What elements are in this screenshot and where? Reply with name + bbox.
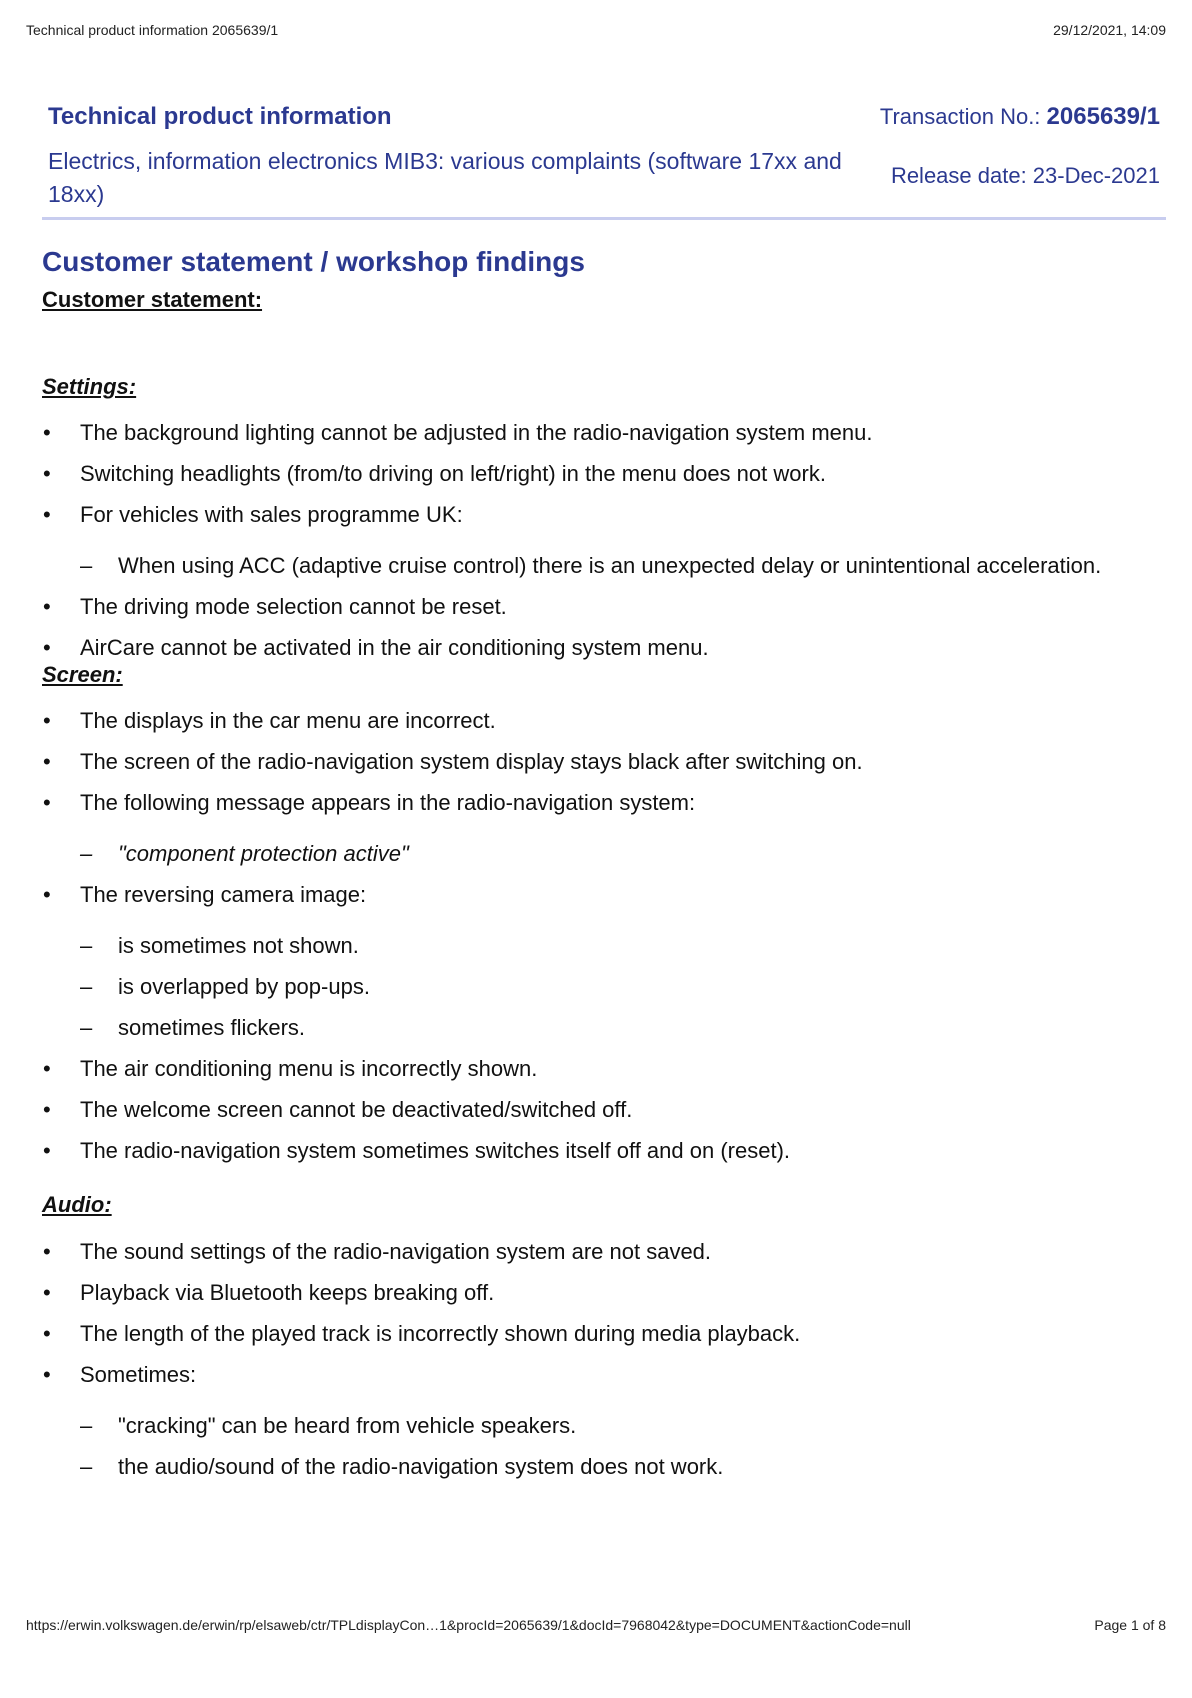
list-item: • Playback via Bluetooth keeps breaking off. — [42, 1280, 1166, 1306]
transaction-number — [880, 103, 1160, 131]
list-item: • The welcome screen cannot be deactivated/switched off. — [42, 1097, 1166, 1123]
list-item: • The screen of the radio-navigation system display stays black after switching on. — [42, 749, 1166, 775]
list-subitem: – When using ACC (adaptive cruise control) there is an unexpected delay or unintentional acceleration. — [42, 553, 1166, 579]
list-subitem: – is sometimes not shown. — [42, 933, 1166, 959]
release-date: Release date: 23-Dec-2021 — [890, 163, 1160, 188]
transaction-label: Transaction No.: — [879, 104, 1041, 129]
list-item: • The length of the played track is incorrectly shown during media playback. — [42, 1321, 1166, 1347]
list-subitem: – "cracking" can be heard from vehicle speakers. — [42, 1413, 1166, 1439]
list-item: • The sound settings of the radio-navigation system are not saved. — [42, 1239, 1166, 1265]
print-header-title: Technical product information 2065639/1 — [26, 22, 279, 38]
settings-heading: Settings: — [42, 374, 137, 399]
list-item: • The driving mode selection cannot be reset. — [42, 594, 1166, 620]
settings-list — [42, 420, 1166, 676]
list-item: • Sometimes: — [42, 1362, 1166, 1388]
print-header-datetime: 29/12/2021, 14:09 — [1053, 22, 1166, 38]
list-item: • AirCare cannot be activated in the air conditioning system menu. — [42, 635, 1166, 661]
list-subitem: – the audio/sound of the radio-navigation system does not work. — [42, 1454, 1166, 1480]
screen-heading: Screen: — [42, 662, 123, 687]
list-subitem: – "component protection active" — [42, 841, 1166, 867]
footer-page-number: Page 1 of 8 — [1094, 1617, 1166, 1633]
customer-statement-heading: Customer statement: — [42, 287, 263, 312]
audio-list — [42, 1239, 1166, 1495]
tpi-title: Technical product information — [48, 103, 392, 130]
list-item: • Switching headlights (from/to driving on left/right) in the menu does not work. — [42, 461, 1166, 487]
audio-heading: Audio: — [42, 1192, 112, 1217]
list-subitem: – is overlapped by pop-ups. — [42, 974, 1166, 1000]
list-item: • The reversing camera image: — [42, 882, 1166, 908]
list-item: • For vehicles with sales programme UK: — [42, 502, 1166, 528]
list-item: • The background lighting cannot be adjusted in the radio-navigation system menu. — [42, 420, 1166, 446]
footer-url: https://erwin.volkswagen.de/erwin/rp/elsaweb/ctr/TPLdisplayCon…1&procId=2065639/1&docId=7968042&type=DOCUMENT&actionCode=null — [26, 1617, 911, 1633]
tpi-header — [42, 95, 1166, 220]
print-footer — [26, 1617, 1166, 1637]
section-title: Customer statement / workshop findings — [42, 246, 585, 277]
print-header — [26, 22, 1166, 42]
list-subitem: – sometimes flickers. — [42, 1015, 1166, 1041]
list-item: • The following message appears in the radio-navigation system: — [42, 790, 1166, 816]
transaction-value: 2065639/1 — [1046, 103, 1160, 130]
list-item: • The air conditioning menu is incorrectly shown. — [42, 1056, 1166, 1082]
tpi-subject: Electrics, information electronics MIB3: various complaints (software 17xx and 18xx) — [48, 148, 842, 207]
screen-list — [42, 708, 1166, 1179]
list-item: • The radio-navigation system sometimes switches itself off and on (reset). — [42, 1138, 1166, 1164]
list-item: • The displays in the car menu are incorrect. — [42, 708, 1166, 734]
